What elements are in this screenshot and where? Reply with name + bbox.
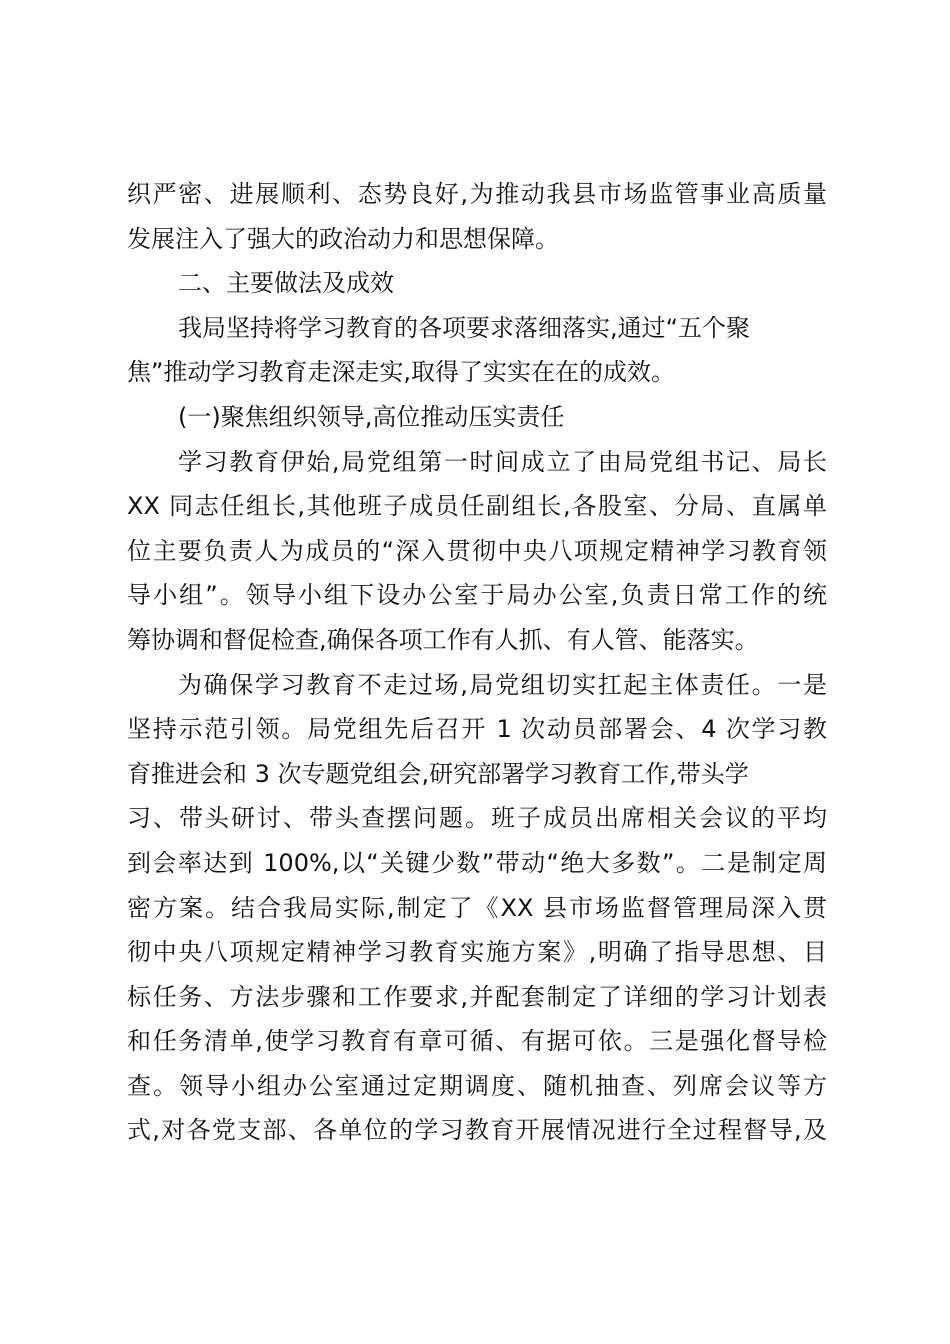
- text-line: 我局坚持将学习教育的各项要求落细落实,通过“五个聚: [178, 313, 751, 342]
- text-line: 坚持示范引领。局党组先后召开 1 次动员部署会、4 次学习教: [127, 715, 827, 744]
- text-line: 发展注入了强大的政治动力和思想保障。: [127, 224, 559, 253]
- text-line: 学习教育伊始,局党组第一时间成立了由局党组书记、局长: [178, 447, 827, 476]
- text-line: 筹协调和督促检查,确保各项工作有人抓、有人管、能落实。: [127, 625, 759, 654]
- text-line: 习、带头研讨、带头查摆问题。班子成员出席相关会议的平均: [127, 804, 827, 833]
- text-line: 到会率达到 100%,以“关键少数”带动“绝大多数”。二是制定周: [127, 848, 827, 877]
- subsection-heading: (一)聚焦组织领导,高位推动压实责任: [178, 402, 565, 431]
- text-line: 为确保学习教育不走过场,局党组切实扛起主体责任。一是: [178, 670, 827, 699]
- text-line: 导小组”。领导小组下设办公室于局办公室,负责日常工作的统: [127, 581, 827, 610]
- text-line: 织严密、进展顺利、态势良好,为推动我县市场监管事业高质量: [127, 180, 827, 208]
- text-line: 彻中央八项规定精神学习教育实施方案》,明确了指导思想、目: [127, 938, 827, 967]
- text-line: 位主要负责人为成员的“深入贯彻中央八项规定精神学习教育领: [127, 536, 827, 565]
- text-line: 查。领导小组办公室通过定期调度、随机抽查、列席会议等方: [127, 1071, 827, 1100]
- text-line: XX 同志任组长,其他班子成员任副组长,各股室、分局、直属单: [127, 492, 827, 521]
- text-line: 式,对各党支部、各单位的学习教育开展情况进行全过程督导,及: [127, 1116, 827, 1145]
- text-line: 焦”推动学习教育走深走实,取得了实实在在的成效。: [127, 358, 676, 387]
- text-line: 育推进会和 3 次专题党组会,研究部署学习教育工作,带头学: [127, 759, 749, 788]
- text-line: 标任务、方法步骤和工作要求,并配套制定了详细的学习计划表: [127, 982, 827, 1011]
- text-line: 密方案。结合我局实际,制定了《XX 县市场监督管理局深入贯: [127, 893, 827, 922]
- text-line: 和任务清单,使学习教育有章可循、有据可依。三是强化督导检: [127, 1027, 827, 1056]
- document-body: [127, 172, 827, 1153]
- section-heading: 二、主要做法及成效: [178, 269, 394, 298]
